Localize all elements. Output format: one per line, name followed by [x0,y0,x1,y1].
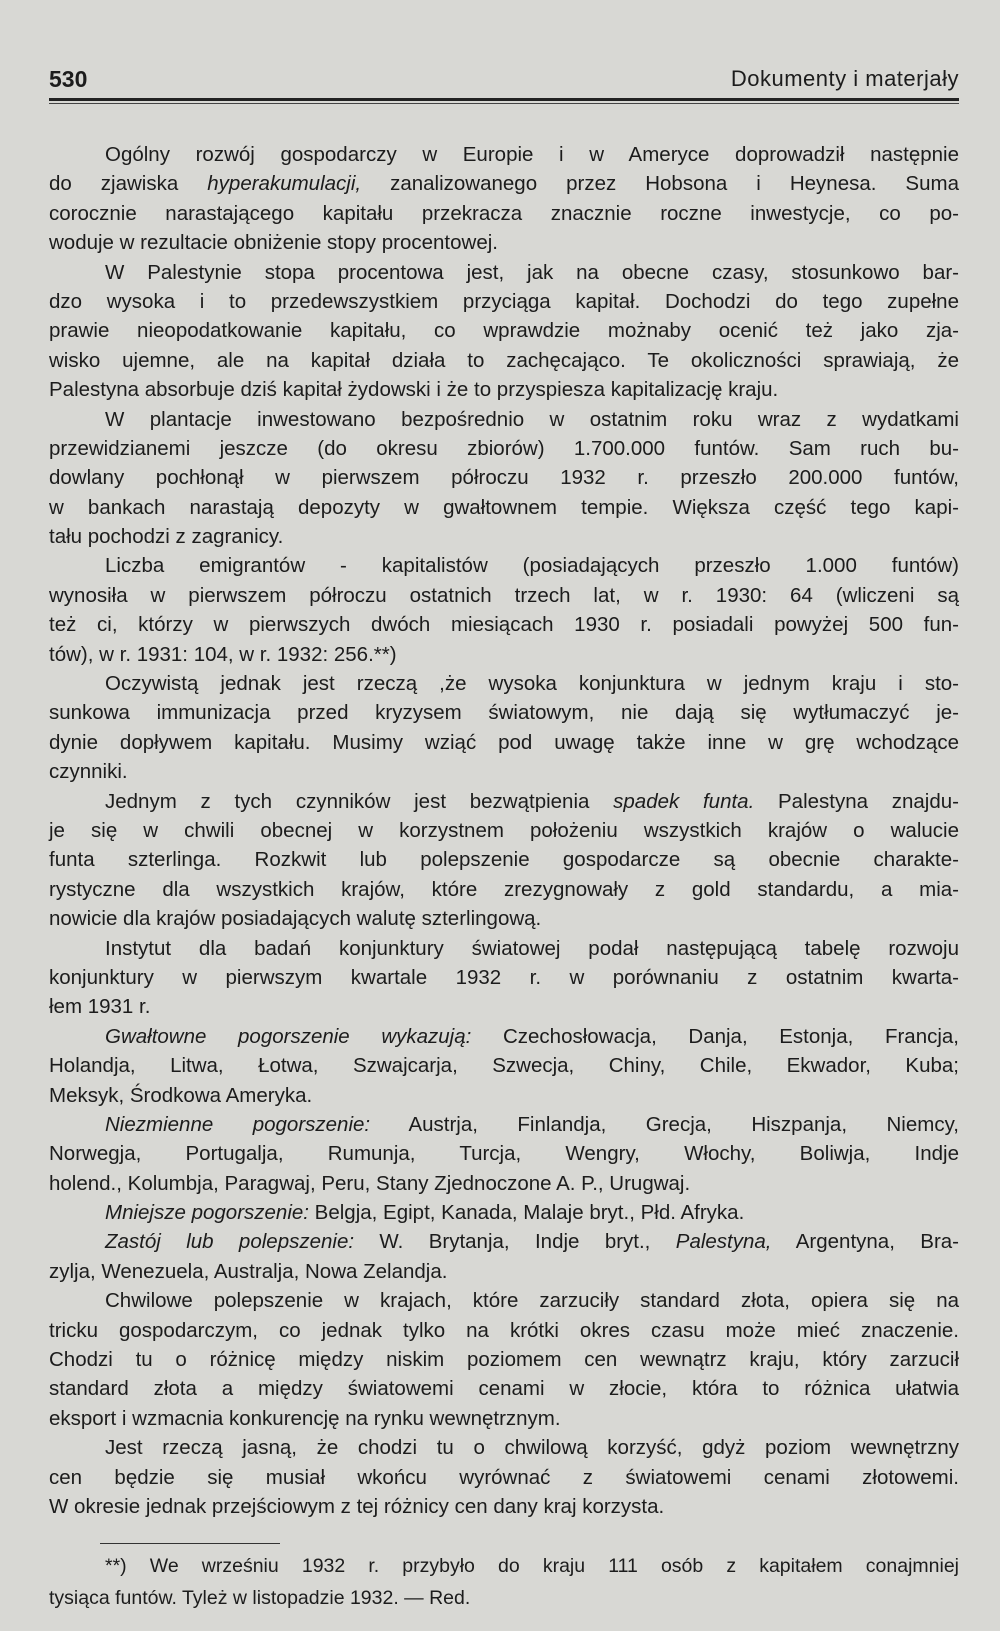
text-line: prawie nieopodatkowanie kapitału, co wprawdzie możnaby ocenić też jako zja- [49,319,959,343]
text-line: czynniki. [49,760,128,784]
text-line: Palestyna absorbuje dziś kapitał żydowski i że to przyspiesza kapitalizację kraju. [49,378,779,402]
text-line: Meksyk, Środkowa Ameryka. [49,1083,313,1107]
text-line: je się w chwili obecnej w korzystnem położeniu wszystkich krajów o walucie [49,818,959,842]
text-line: tricku gospodarczym, co jednak tylko na krótki okres czasu może mieć znaczenie. [49,1318,959,1342]
text-line: dynie dopływem kapitału. Musimy wziąć pod uwagę także inne w grę wchodzące [49,730,959,754]
text-line: przewidzianemi jeszcze (do okresu zbiorów) 1.700.000 funtów. Sam ruch bu- [49,436,959,460]
text-line: tów), w r. 1931: 104, w r. 1932: 256.**) [49,642,397,666]
text-line: Oczywistą jednak jest rzeczą ,że wysoka konjunktura w jednym kraju i sto- [105,672,959,696]
text-line [49,1198,959,1227]
text-line: wynosiła w pierwszem półroczu ostatnich trzech lat, w r. 1930: 64 (wliczeni są [49,583,959,607]
text-segment: W. Brytanja, Indje bryt., [354,1230,676,1254]
text-line: w bankach narastają depozyty w gwałtownem tempie. Większa część tego kapi- [49,495,959,519]
text-segment: Czechosłowacja, Danja, Estonja, Francja, [471,1024,959,1048]
text-segment: zanalizowanego przez Hobsona i Heynesa. Suma [361,172,959,196]
running-header [49,66,959,96]
header-rule-thin [49,103,959,104]
text-segment: Argentyna, Bra- [771,1230,959,1254]
text-line: dowlany pochłonął w pierwszem półroczu 1932 r. przeszło 200.000 funtów, [49,466,959,490]
text-line: Instytut dla badań konjunktury światowej podał następującą tabelę rozwoju [105,936,959,960]
text-line: nowicie dla krajów posiadających walutę szterlingową. [49,907,542,931]
text-line: woduje w rezultacie obniżenie stopy procentowej. [49,231,498,255]
text-line: też ci, którzy w pierwszych dwóch miesiącach 1930 r. posiadali powyżej 500 fun- [49,613,959,637]
italic-text: Palestyna, [675,1230,772,1254]
text-line: łem 1931 r. [49,995,151,1019]
text-line: wisko ujemne, ale na kapitał działa to zachęcająco. Te okoliczności sprawiają, że [49,348,959,372]
text-line: tału pochodzi z zagranicy. [49,525,284,549]
text-line: W okresie jednak przejściowym z tej różnicy cen dany kraj korzysta. [49,1494,665,1518]
text-line [49,1110,959,1139]
text-line: W Palestynie stopa procentowa jest, jak na obecne czasy, stosunkowo bar- [105,260,959,284]
text-line: holend., Kolumbja, Paragwaj, Peru, Stany Zjednoczone A. P., Urugwaj. [49,1171,691,1195]
text-line: Chwilowe polepszenie w krajach, które zarzuciły standard złota, opiera się na [105,1289,959,1313]
running-title: Dokumenty i materjały [730,66,959,91]
italic-text: Gwałtowne pogorszenie wykazują: [105,1024,472,1048]
italic-text: hyperakumulacji, [207,172,362,196]
text-line: eksport i wzmacnia konkurencję na rynku wewnętrznym. [49,1406,561,1430]
text-segment: Belgja, Egipt, Kanada, Malaje bryt., Płd. Afryka. [308,1201,745,1225]
body-text [49,140,959,1521]
text-line [49,1227,959,1256]
text-line [49,1022,959,1051]
italic-text: Niezmienne pogorszenie: [105,1112,371,1136]
text-line: Norwegja, Portugalja, Rumunja, Turcja, Wengry, Włochy, Boliwja, Indje [49,1142,959,1166]
text-line [49,787,959,816]
text-line: cen będzie się musiał wkońcu wyrównać z światowemi cenami złotowemi. [49,1465,959,1489]
text-line: konjunktury w pierwszym kwartale 1932 r. w porównaniu z ostatnim kwarta- [49,965,959,989]
text-segment: do zjawiska [49,172,208,196]
page-number: 530 [49,66,88,92]
text-line: Jest rzeczą jasną, że chodzi tu o chwilową korzyść, gdyż poziom wewnętrzny [105,1436,959,1460]
footnote [49,1550,959,1614]
text-line: Holandja, Litwa, Łotwa, Szwajcarja, Szwecja, Chiny, Chile, Ekwador, Kuba; [49,1054,959,1078]
text-segment: Austrja, Finlandja, Grecja, Hiszpanja, Niemcy, [370,1112,960,1136]
text-segment: Jednym z tych czynników jest bezwątpienia [105,789,614,813]
text-line: rystyczne dla wszystkich krajów, które zrezygnowały z gold standardu, a mia- [49,877,959,901]
text-line: Ogólny rozwój gospodarczy w Europie i w Ameryce doprowadził następnie [105,143,959,166]
text-line: standard złota a między światowemi cenami w złocie, która to różnica ułatwia [49,1377,959,1401]
footnote-separator [100,1543,280,1544]
header-rule [49,98,959,101]
italic-text: Zastój lub polepszenie: [105,1230,355,1254]
text-segment: Palestyna znajdu- [754,789,959,813]
text-line: corocznie narastającego kapitału przekracza znacznie roczne inwestycje, co po- [49,201,959,225]
text-line: sunkowa immunizacja przed kryzysem światowym, nie dają się wytłumaczyć je- [49,701,959,725]
italic-text: Mniejsze pogorszenie: [105,1201,309,1225]
text-line: dzo wysoka i to przedewszystkiem przyciąga kapitał. Dochodzi do tego zupełne [49,289,959,313]
footnote-line: **) We wrześniu 1932 r. przybyło do kraju 111 osób z kapitałem conajmniej [105,1555,959,1577]
text-line: W plantacje inwestowano bezpośrednio w ostatnim roku wraz z wydatkami [105,407,959,431]
text-line: Liczba emigrantów - kapitalistów (posiadających przeszło 1.000 funtów) [105,554,959,578]
text-line [49,169,959,198]
text-line: funta szterlinga. Rozkwit lub polepszenie gospodarcze są obecnie charakte- [49,848,959,872]
italic-text: spadek funta. [613,789,755,813]
text-line: Chodzi tu o różnicę między niskim poziomem cen wewnątrz kraju, który zarzucił [49,1348,959,1372]
footnote-line: tysiąca funtów. Tyleż w listopadzie 1932. — Red. [49,1587,471,1609]
text-line: zylja, Wenezuela, Australja, Nowa Zelandja. [49,1259,448,1283]
